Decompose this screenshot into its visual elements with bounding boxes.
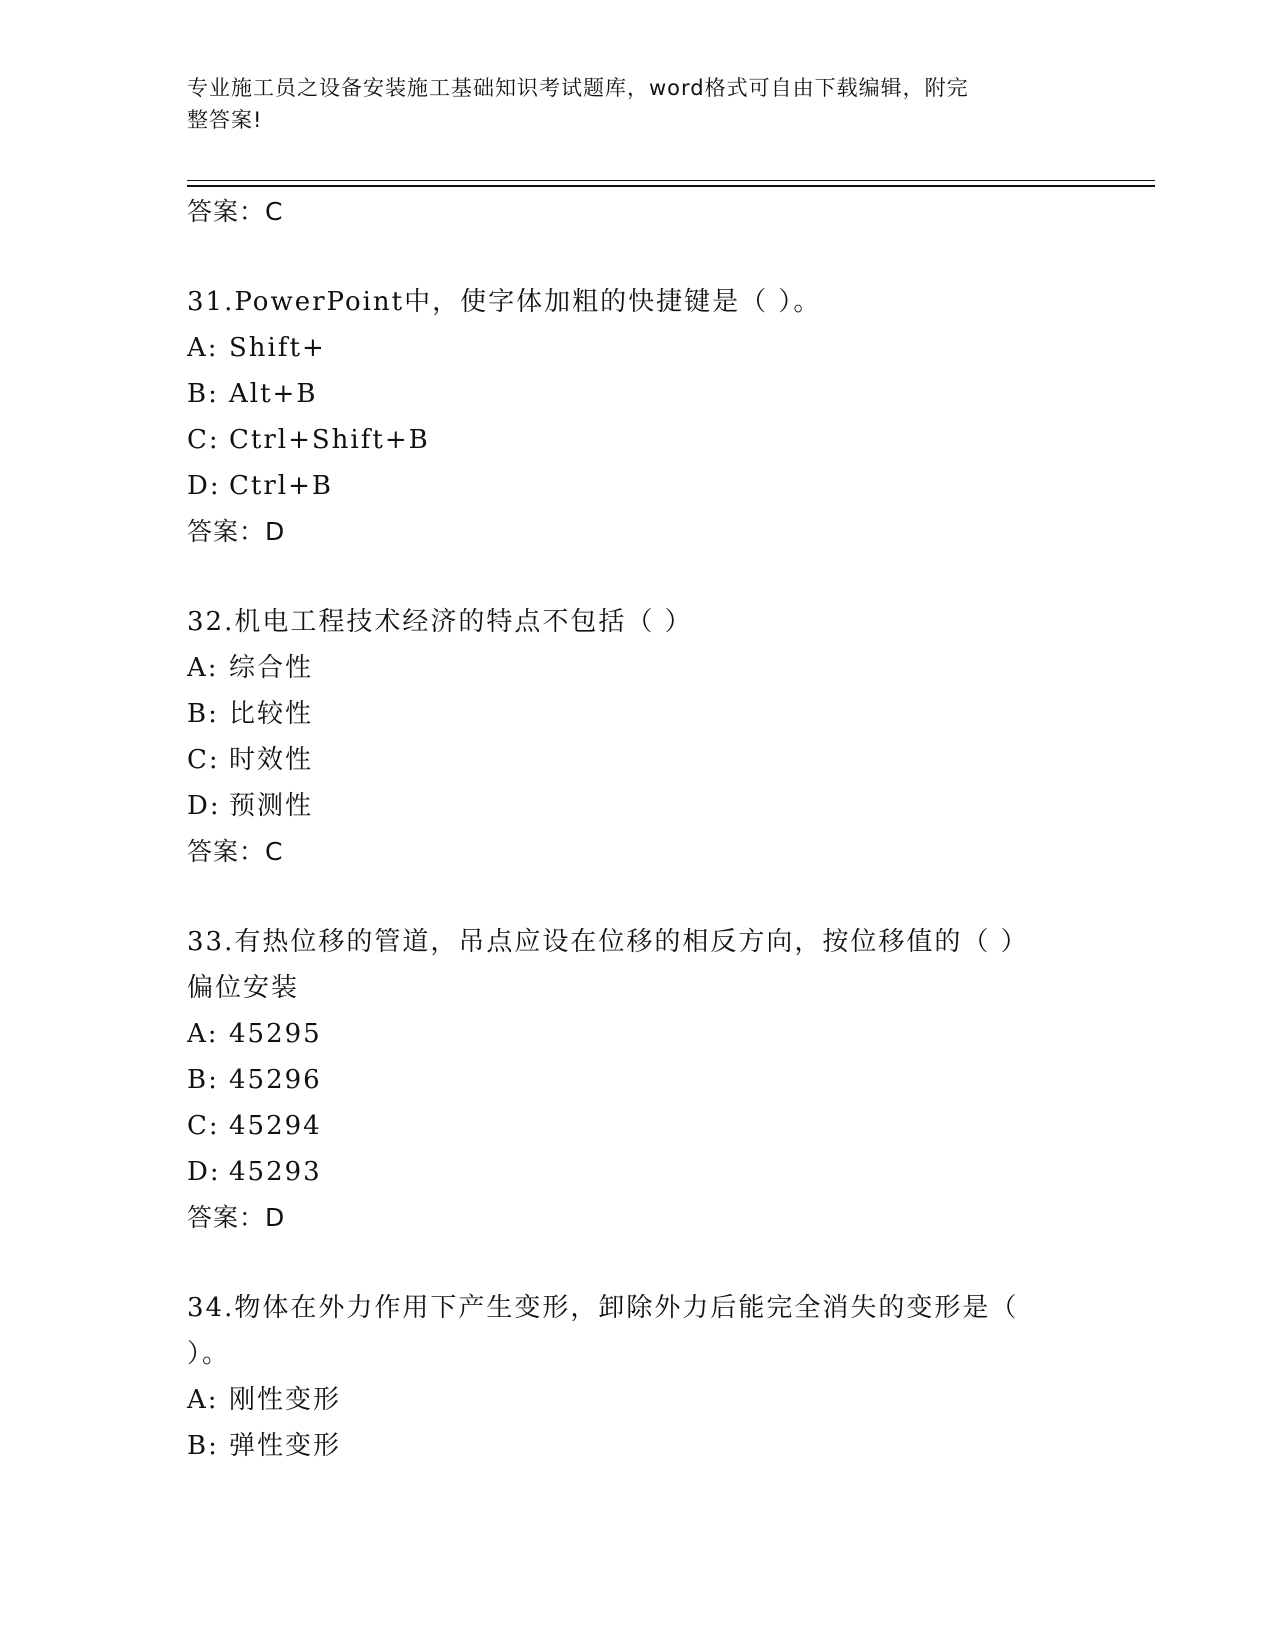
question-32-option-c <box>187 737 1087 783</box>
option-text: 45294 <box>229 1111 322 1141</box>
question-33-answer: 答案：D <box>187 1203 286 1232</box>
option-label: B: <box>187 1431 219 1461</box>
question-34-stem-continued: ）。 <box>187 1339 231 1369</box>
question-33-stem: 33.有热位移的管道，吊点应设在位移的相反方向，按位移值的（ ） <box>187 927 1029 957</box>
option-text: 弹性变形 <box>229 1431 342 1461</box>
option-text: 刚性变形 <box>229 1385 342 1415</box>
question-34-option-a <box>187 1377 1087 1423</box>
question-33-option-a <box>187 1011 1087 1057</box>
question-34-stem: 34.物体在外力作用下产生变形，卸除外力后能完全消失的变形是（ <box>187 1293 1019 1323</box>
option-label: A: <box>187 333 219 363</box>
question-31 <box>187 279 1087 555</box>
option-text: Ctrl+Shift+B <box>229 425 430 455</box>
question-31-option-a <box>187 325 1087 371</box>
header-divider-top <box>187 180 1155 181</box>
option-text: Shift+ <box>229 333 326 363</box>
document-header <box>187 72 1067 136</box>
option-label: C: <box>187 425 220 455</box>
option-label: D: <box>187 1157 221 1187</box>
option-text: 45296 <box>229 1065 322 1095</box>
option-label: D: <box>187 791 221 821</box>
question-32-option-d <box>187 783 1087 829</box>
question-33-stem-continued: 偏位安装 <box>187 973 300 1003</box>
question-32-answer: 答案：C <box>187 837 284 866</box>
option-label: C: <box>187 745 220 775</box>
option-text: 45295 <box>229 1019 322 1049</box>
question-31-option-c <box>187 417 1087 463</box>
option-text: 综合性 <box>229 653 314 683</box>
option-text: Ctrl+B <box>229 471 333 501</box>
option-label: B: <box>187 1065 219 1095</box>
option-label: B: <box>187 379 219 409</box>
option-label: B: <box>187 699 219 729</box>
option-label: C: <box>187 1111 220 1141</box>
question-32-option-b <box>187 691 1087 737</box>
question-32-option-a <box>187 645 1087 691</box>
question-32-stem: 32.机电工程技术经济的特点不包括（ ） <box>187 607 693 637</box>
question-31-answer: 答案：D <box>187 517 286 546</box>
question-34-option-b <box>187 1423 1087 1469</box>
option-text: 时效性 <box>229 745 314 775</box>
question-33-option-d <box>187 1149 1087 1195</box>
question-32 <box>187 599 1087 875</box>
question-31-stem: 31.PowerPoint中，使字体加粗的快捷键是（ ）。 <box>187 287 822 317</box>
header-line-1: 专业施工员之设备安装施工基础知识考试题库，word格式可自由下载编辑，附完 <box>187 76 969 100</box>
option-text: 45293 <box>229 1157 322 1187</box>
header-line-2: 整答案! <box>187 108 263 132</box>
answer-30: 答案：C <box>187 197 284 226</box>
option-text: 比较性 <box>229 699 314 729</box>
option-text: Alt+B <box>229 379 318 409</box>
question-33-option-c <box>187 1103 1087 1149</box>
option-label: A: <box>187 1019 219 1049</box>
question-33 <box>187 919 1087 1241</box>
question-list <box>187 189 1087 1469</box>
option-label: A: <box>187 653 219 683</box>
option-label: D: <box>187 471 221 501</box>
question-31-option-d <box>187 463 1087 509</box>
question-33-option-b <box>187 1057 1087 1103</box>
option-label: A: <box>187 1385 219 1415</box>
question-34 <box>187 1285 1087 1469</box>
header-divider-bottom <box>187 185 1155 187</box>
option-text: 预测性 <box>229 791 314 821</box>
question-31-option-b <box>187 371 1087 417</box>
